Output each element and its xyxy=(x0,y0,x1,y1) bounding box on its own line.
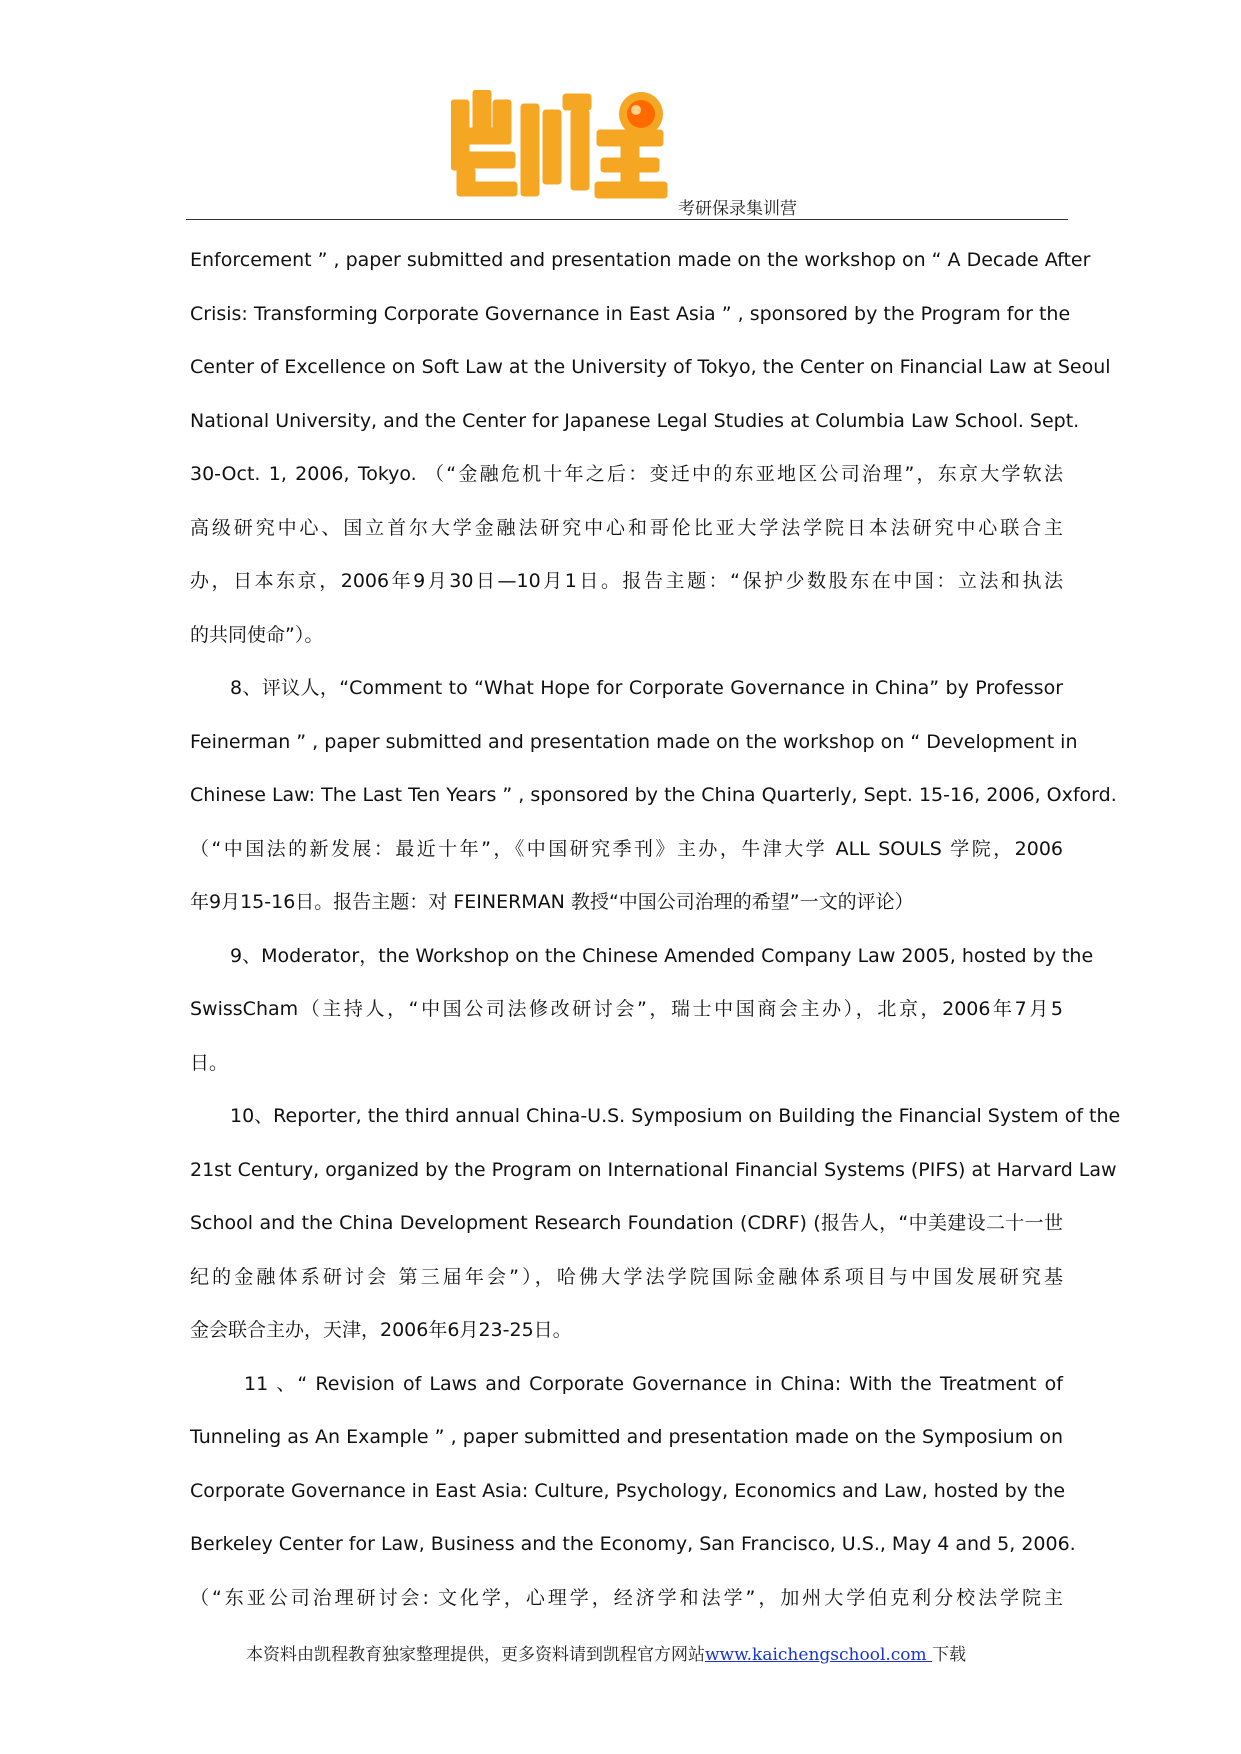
body-line: 纪的金融体系研讨会 第三届年会”），哈佛大学法学院国际金融体系项目与中国发展研究基 xyxy=(190,1265,1063,1288)
body-line: 30-Oct. 1, 2006, Tokyo. （“金融危机十年之后：变迁中的东亚地区公司治理”，东京大学软法 xyxy=(190,463,1063,485)
document-body xyxy=(190,234,1121,1625)
website-link[interactable]: www.kaichengschool.com xyxy=(705,1645,933,1665)
body-line: 金会联合主办，天津，2006年6月23-25日。 xyxy=(190,1319,572,1341)
footer-suffix: 下载 xyxy=(932,1645,967,1665)
body-line: Feinerman ” , paper submitted and presentation made on the workshop on “ Development in xyxy=(190,730,1078,753)
body-line: National University, and the Center for Japanese Legal Studies at Columbia Law School. Sept. xyxy=(190,409,1080,432)
body-line: SwissCham（主持人，“中国公司法修改研讨会”，瑞士中国商会主办），北京，2006年7月5 xyxy=(190,998,1063,1020)
body-line: Enforcement ” , paper submitted and presentation made on the workshop on “ A Decade After xyxy=(190,249,1091,271)
body-line: 日。 xyxy=(190,1051,229,1074)
body-line: Corporate Governance in East Asia: Culture, Psychology, Economics and Law, hosted by the xyxy=(190,1479,1066,1502)
body-line: 11 、“ Revision of Laws and Corporate Governance in China: With the Treatment of xyxy=(244,1372,1063,1395)
body-line: Crisis: Transforming Corporate Governance in East Asia ” , sponsored by the Program for the xyxy=(190,302,1071,325)
body-line: 21st Century, organized by the Program on International Financial Systems (PIFS) at Harvard Law xyxy=(190,1158,1117,1181)
body-line: 办，日本东京，2006年9月30日—10月1日。报告主题：“保护少数股东在中国：立法和执法 xyxy=(190,570,1063,592)
body-line: 10、Reporter, the third annual China-U.S. Symposium on Building the Financial System of the xyxy=(230,1105,1121,1127)
body-line: Chinese Law: The Last Ten Years ” , sponsored by the China Quarterly, Sept. 15-16, 2006, Oxford. xyxy=(190,784,1117,806)
header-tagline: 考研保录集训营 xyxy=(678,199,797,219)
footer-prefix: 本资料由凯程教育独家整理提供，更多资料请到凯程官方网站 xyxy=(246,1645,705,1665)
body-line: Berkeley Center for Law, Business and the Economy, San Francisco, U.S., May 4 and 5, 2006. xyxy=(190,1533,1076,1555)
kaicheng-logo xyxy=(451,90,669,206)
body-line: （“东亚公司治理研讨会: 文化学，心理学，经济学和法学”，加州大学伯克利分校法学院主 xyxy=(190,1586,1063,1609)
body-line: 高级研究中心、国立首尔大学金融法研究中心和哥伦比亚大学法学院日本法研究中心联合主 xyxy=(190,516,1063,539)
header-divider xyxy=(186,219,1068,220)
footer-note xyxy=(246,1640,966,1665)
body-line: 8、评议人，“Comment to “What Hope for Corporate Governance in China” by Professor xyxy=(230,677,1063,699)
body-line: Tunneling as An Example ” , paper submitted and presentation made on the Symposium on xyxy=(190,1426,1063,1448)
body-line: （“中国法的新发展：最近十年”，《中国研究季刊》主办，牛津大学 ALL SOULS 学院，2006 xyxy=(190,837,1063,860)
body-line: 9、Moderator，the Workshop on the Chinese Amended Company Law 2005, hosted by the xyxy=(230,944,1094,967)
body-line: Center of Excellence on Soft Law at the University of Tokyo, the Center on Financial Law at Seoul xyxy=(190,356,1111,378)
body-line: School and the China Development Research Foundation (CDRF) (报告人，“中美建设二十一世 xyxy=(190,1212,1063,1234)
body-line: 的共同使命”）。 xyxy=(190,623,324,646)
body-line: 年9月15-16日。报告主题：对 FEINERMAN 教授“中国公司治理的希望”一文的评论） xyxy=(190,891,914,913)
